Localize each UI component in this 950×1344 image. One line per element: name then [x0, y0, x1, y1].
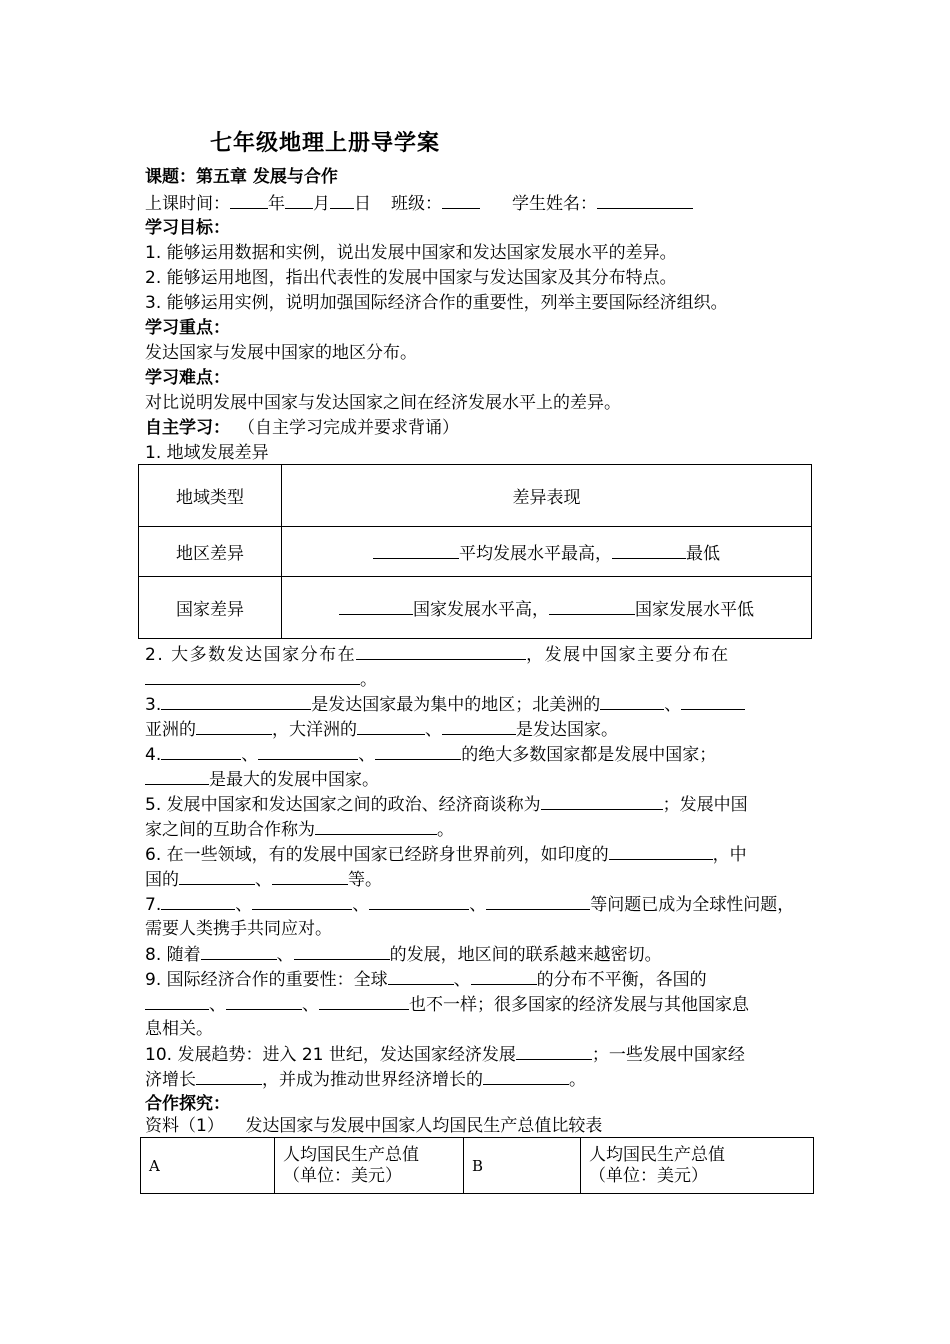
difficulties-heading: 学习难点： [145, 368, 230, 388]
table-header-type: 地域类型 [139, 465, 282, 527]
answer-blank[interactable] [258, 742, 358, 760]
answer-blank[interactable] [226, 992, 302, 1010]
objectives-heading: 学习目标： [145, 218, 230, 238]
row-country-type: 国家差异 [139, 577, 282, 639]
material-caption: 资料（1） 发达国家与发展中国家人均国民生产总值比较表 [145, 1116, 603, 1136]
region-mid-text: 平均发展水平最高， [459, 544, 612, 564]
question-8: 8. 随着 、 的发展，地区间的联系越来越密切。 [145, 942, 662, 967]
region-highest-blank[interactable] [373, 541, 459, 559]
row-country-cell [282, 577, 812, 639]
class-blank[interactable] [442, 191, 480, 209]
answer-blank[interactable] [252, 892, 352, 910]
question-3-cont: 亚洲的 ，大洋洲的 、 是发达国家。 [145, 717, 618, 742]
region-lowest-blank[interactable] [612, 541, 686, 559]
answer-blank[interactable] [272, 867, 348, 885]
question-10-cont: 济增长 ，并成为推动世界经济增长的 。 [145, 1067, 586, 1092]
answer-blank[interactable] [161, 742, 241, 760]
month-label: 月 [313, 194, 330, 214]
topic-line: 课题：第五章 发展与合作 [145, 167, 338, 187]
gnp-comparison-table [140, 1137, 814, 1194]
country-high-blank[interactable] [339, 597, 413, 615]
question-7: 7. 、 、 、 等问题已成为全球性问题， [145, 892, 794, 917]
question-9-end: 息相关。 [145, 1019, 213, 1039]
answer-blank[interactable] [294, 942, 390, 960]
cooperation-heading: 合作探究： [145, 1094, 230, 1114]
self-study-note: （自主学习完成并要求背诵） [238, 418, 459, 438]
question-5-cont: 家之间的互助合作称为 。 [145, 817, 454, 842]
question-9-cont: 、 、 也不一样；很多国家的经济发展与其他国家息 [145, 992, 749, 1017]
self-study-heading: 自主学习： [145, 418, 230, 438]
row-region-cell [282, 527, 812, 577]
question-6-cont: 国的 、 等。 [145, 867, 382, 892]
column-b-header: B [464, 1138, 581, 1194]
key-points-text: 发达国家与发展中国家的地区分布。 [145, 343, 417, 363]
q1-label: 1. 地域发展差异 [145, 443, 269, 463]
answer-blank[interactable] [319, 992, 409, 1010]
answer-blank[interactable] [161, 892, 235, 910]
answer-blank[interactable] [196, 717, 272, 735]
question-9: 9. 国际经济合作的重要性：全球 、 的分布不平衡，各国的 [145, 967, 707, 992]
answer-blank[interactable] [145, 767, 209, 785]
question-4: 4. 、 、 的绝大多数国家都是发展中国家； [145, 742, 716, 767]
regional-difference-table [138, 464, 812, 639]
year-blank[interactable] [230, 191, 268, 209]
answer-blank[interactable] [471, 967, 537, 985]
class-time-label: 上课时间： [145, 194, 230, 214]
country-mid-text: 国家发展水平高， [413, 600, 549, 620]
student-name-blank[interactable] [597, 191, 693, 209]
year-label: 年 [268, 194, 285, 214]
column-a-gnp-header: 人均国民生产总值 （单位：美元） [275, 1138, 464, 1194]
answer-blank[interactable] [483, 1067, 569, 1085]
day-label: 日 [354, 194, 371, 214]
question-5: 5. 发展中国家和发达国家之间的政治、经济商谈称为 ；发展中国 [145, 792, 748, 817]
question-2: 2. 大多数发达国家分布在 ，发展中国家主要分布在 [145, 642, 730, 667]
answer-blank[interactable] [681, 692, 745, 710]
month-blank[interactable] [285, 191, 313, 209]
column-a-header: A [141, 1138, 275, 1194]
answer-blank[interactable] [541, 792, 663, 810]
region-end-text: 最低 [686, 544, 720, 564]
self-study-line [145, 416, 459, 440]
day-blank[interactable] [330, 191, 354, 209]
answer-blank[interactable] [201, 942, 277, 960]
objective-item: 2. 能够运用地图，指出代表性的发展中国家与发达国家及其分布特点。 [145, 268, 677, 288]
objective-item: 1. 能够运用数据和实例，说出发展中国家和发达国家发展水平的差异。 [145, 243, 677, 263]
answer-blank[interactable] [600, 692, 664, 710]
answer-blank[interactable] [179, 867, 255, 885]
question-4-cont: 是最大的发展中国家。 [145, 767, 379, 792]
question-7-cont: 需要人类携手共同应对。 [145, 919, 332, 939]
answer-blank[interactable] [388, 967, 454, 985]
answer-blank[interactable] [161, 692, 311, 710]
answer-blank[interactable] [357, 717, 425, 735]
answer-blank[interactable] [145, 992, 209, 1010]
country-end-text: 国家发展水平低 [635, 600, 754, 620]
class-label: 班级： [391, 194, 442, 214]
column-b-gnp-header: 人均国民生产总值 （单位：美元） [581, 1138, 814, 1194]
student-name-label: 学生姓名： [512, 194, 597, 214]
table-header-difference: 差异表现 [282, 465, 812, 527]
country-low-blank[interactable] [549, 597, 635, 615]
answer-blank[interactable] [486, 892, 590, 910]
answer-blank[interactable] [375, 742, 461, 760]
objective-item: 3. 能够运用实例，说明加强国际经济合作的重要性，列举主要国际经济组织。 [145, 293, 728, 313]
answer-blank[interactable] [369, 892, 469, 910]
row-region-type: 地区差异 [139, 527, 282, 577]
answer-blank[interactable] [442, 717, 516, 735]
answer-blank[interactable] [196, 1067, 262, 1085]
page-title: 七年级地理上册导学案 [210, 131, 441, 156]
answer-blank[interactable] [315, 817, 437, 835]
answer-blank[interactable] [609, 842, 713, 860]
difficulties-text: 对比说明发展中国家与发达国家之间在经济发展水平上的差异。 [145, 393, 621, 413]
answer-blank[interactable] [516, 1042, 592, 1060]
answer-blank[interactable] [145, 667, 360, 685]
question-2-cont: 。 [145, 667, 377, 692]
question-3: 3. 是发达国家最为集中的地区；北美洲的 、 [145, 692, 745, 717]
key-points-heading: 学习重点： [145, 318, 230, 338]
question-10: 10. 发展趋势：进入 21 世纪，发达国家经济发展 ；一些发展中国家经 [145, 1042, 745, 1067]
question-6: 6. 在一些领域，有的发展中国家已经跻身世界前列，如印度的 ，中 [145, 842, 747, 867]
class-info-line [145, 191, 693, 216]
answer-blank[interactable] [356, 642, 526, 660]
